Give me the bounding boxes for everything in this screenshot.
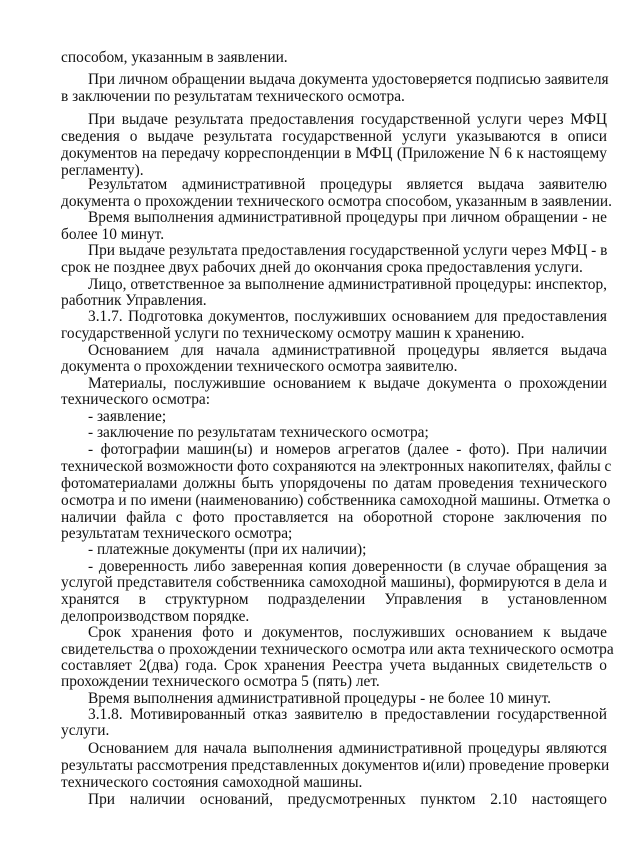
text-line: технического состояния самоходной машины. <box>61 774 363 791</box>
text-line: осмотра и по имени (наименованию) собственника самоходной машины. Отметка о <box>61 492 611 509</box>
text-line: При выдаче результата предоставления государственной услуги через МФЦ - в <box>88 242 608 259</box>
text-line: - фотографии машин(ы) и номеров агрегатов (далее - фото). При наличии <box>88 441 607 458</box>
text-line: Время выполнения административной процедуры - не более 10 минут. <box>88 690 552 707</box>
text-line: Основанием для начала административной процедуры является выдача <box>88 342 607 359</box>
text-line: - заключение по результатам технического осмотра; <box>88 424 429 441</box>
text-line: услугой представителя собственника самоходной машины), формируются в дела и <box>61 574 607 591</box>
text-line: При наличии оснований, предусмотренных пунктом 2.10 настоящего <box>88 791 607 808</box>
text-line: государственной услуги по техническому осмотру машин к хранению. <box>61 325 525 342</box>
text-line: Срок хранения фото и документов, послуживших основанием к выдаче <box>88 624 607 641</box>
text-line: срок не позднее двух рабочих дней до окончания срока предоставления услуги. <box>61 259 583 276</box>
text-line: При личном обращении выдача документа удостоверяется подписью заявителя <box>88 71 609 88</box>
text-line: Результатом административной процедуры является выдача заявителю <box>88 176 607 193</box>
text-line: - заявление; <box>88 408 167 425</box>
text-line: регламенту). <box>61 162 144 179</box>
text-line: результаты рассмотрения представленных документов и(или) проведение проверки <box>61 757 610 774</box>
text-line: услуги. <box>61 722 110 739</box>
text-line: хранятся в структурном подразделении Управления в установленном <box>61 591 607 608</box>
text-line: технического осмотра: <box>61 391 211 408</box>
text-line: Время выполнения административной процедуры при личном обращении - не <box>88 209 607 226</box>
text-line: наличии файла с фото проставляется на оборотной стороне заключения по <box>61 509 607 526</box>
text-line: свидетельства о прохождении технического осмотра или акта технического осмотра <box>61 641 614 658</box>
text-line: работник Управления. <box>61 292 207 309</box>
text-line: документов на передачу корреспонденции в МФЦ (Приложение N 6 к настоящему <box>61 145 607 162</box>
text-line: результатам технического осмотра; <box>61 525 293 542</box>
text-line: фотоматериалами должны быть упорядочены по датам проведения технического <box>61 475 607 492</box>
text-line: - платежные документы (при их наличии); <box>88 541 367 558</box>
text-line: - доверенность либо заверенная копия доверенности (в случае обращения за <box>88 558 607 575</box>
text-line: в заключении по результатам технического осмотра. <box>61 88 405 105</box>
text-line: сведения о выдаче результата государственной услуги указываются в описи <box>61 128 607 145</box>
text-line: Основанием для начала выполнения административной процедуры являются <box>88 740 607 757</box>
text-line: технической возможности фото сохраняются на электронных накопителях, файлы с <box>61 458 612 475</box>
text-line: 3.1.8. Мотивированный отказ заявителю в предоставлении государственной <box>88 706 607 723</box>
text-line: Лицо, ответственное за выполнение административной процедуры: инспектор, <box>88 276 607 293</box>
text-line: способом, указанным в заявлении. <box>61 49 288 66</box>
text-line: составляет 2(два) года. Срок хранения Реестра учета выданных свидетельств о <box>61 657 607 674</box>
text-line: документа о прохождении технического осмотра способом, указанным в заявлении. <box>61 193 612 210</box>
text-line: 3.1.7. Подготовка документов, послуживших основанием для предоставления <box>88 308 607 325</box>
text-line: более 10 минут. <box>61 226 165 243</box>
text-line: Материалы, послужившие основанием к выдаче документа о прохождении <box>88 375 607 392</box>
text-line: прохождении технического осмотра 5 (пять) лет. <box>61 673 380 690</box>
text-line: делопроизводством порядке. <box>61 608 250 625</box>
text-line: При выдаче результата предоставления государственной услуги через МФЦ <box>88 111 607 128</box>
text-line: документа о прохождении технического осмотра заявителю. <box>61 358 458 375</box>
